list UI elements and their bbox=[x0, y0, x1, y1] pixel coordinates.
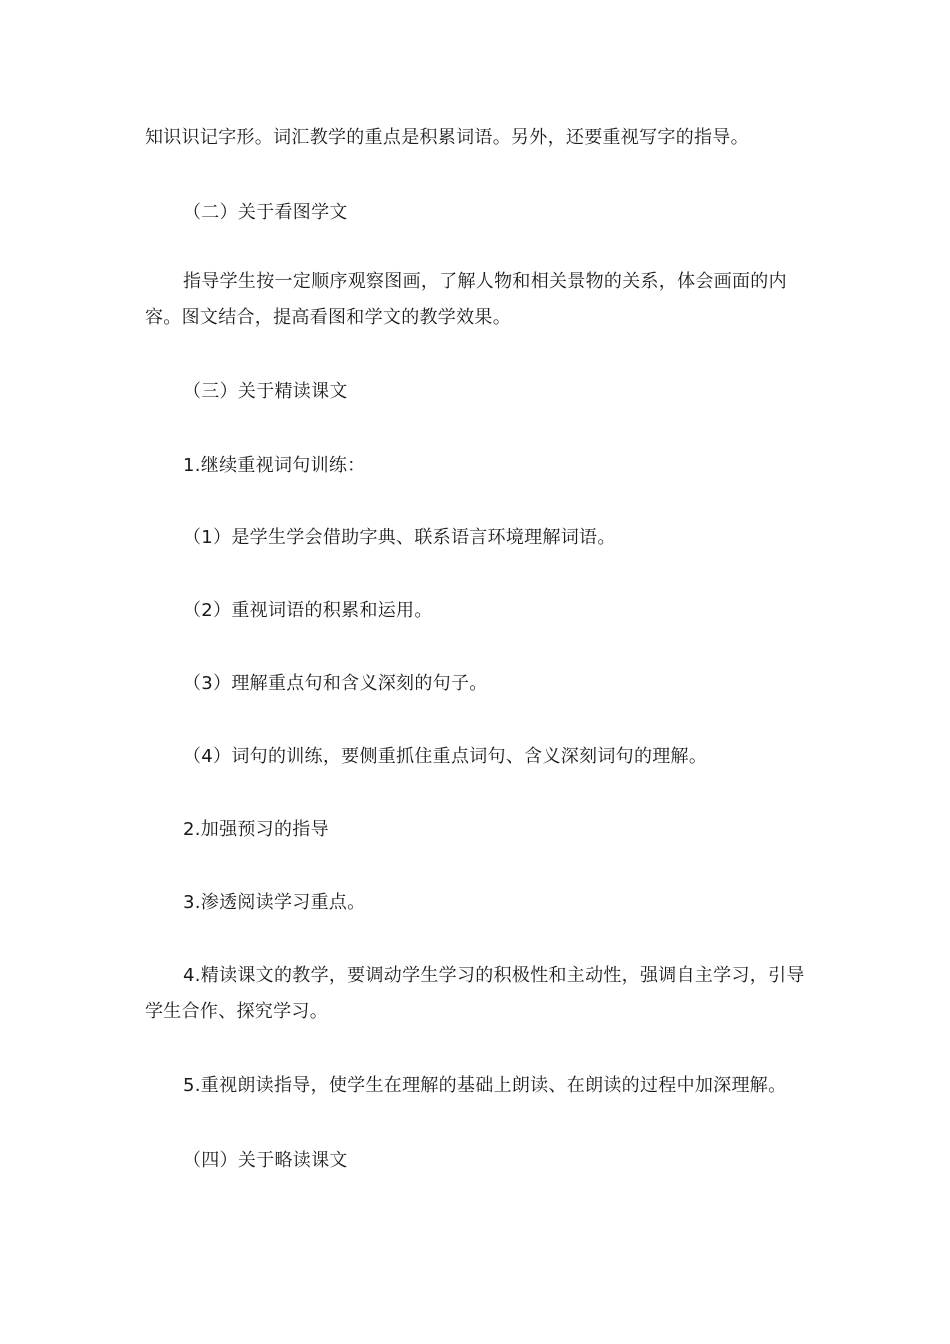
paragraph-continuation: 知识识记字形。词汇教学的重点是积累词语。另外，还要重视写字的指导。 bbox=[145, 127, 749, 148]
section-heading-2: （二）关于看图学文 bbox=[183, 202, 348, 223]
list-item-1: 1.继续重视词句训练： bbox=[183, 455, 366, 476]
section-heading-4: （四）关于略读课文 bbox=[183, 1150, 348, 1171]
list-item-5: 5.重视朗读指导，使学生在理解的基础上朗读、在朗读的过程中加深理解。 bbox=[183, 1075, 787, 1096]
list-subitem-4: （4）词句的训练，要侧重抓住重点词句、含义深刻词句的理解。 bbox=[183, 746, 708, 767]
list-subitem-2: （2）重视词语的积累和运用。 bbox=[183, 600, 433, 621]
list-subitem-1: （1）是学生学会借助字典、联系语言环境理解词语。 bbox=[183, 527, 616, 548]
section-heading-3: （三）关于精读课文 bbox=[183, 381, 348, 402]
list-item-4: 4.精读课文的教学，要调动学生学习的积极性和主动性，强调自主学习，引导学生合作、探究学习。 bbox=[145, 965, 805, 1022]
paragraph-picture-reading: 指导学生按一定顺序观察图画，了解人物和相关景物的关系，体会画面的内容。图文结合，提高看图和学文的教学效果。 bbox=[145, 271, 787, 328]
list-item-3: 3.渗透阅读学习重点。 bbox=[183, 892, 366, 913]
list-subitem-3: （3）理解重点句和含义深刻的句子。 bbox=[183, 673, 488, 694]
list-item-2: 2.加强预习的指导 bbox=[183, 819, 329, 840]
